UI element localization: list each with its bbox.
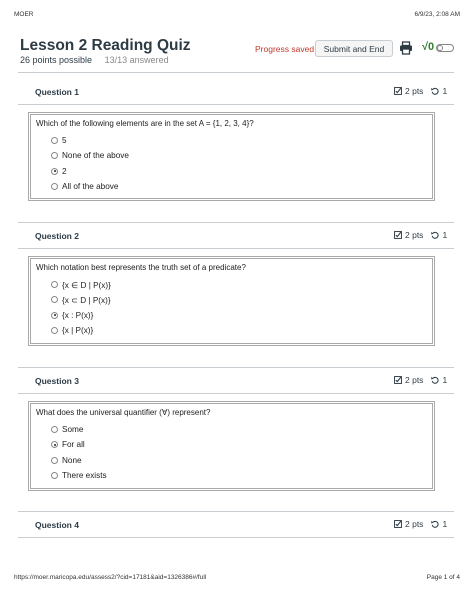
toggle-icon[interactable] [436, 44, 454, 52]
radio-button[interactable] [51, 457, 58, 464]
answer-option[interactable] [36, 164, 427, 179]
answer-text: None of the above [62, 151, 129, 161]
answer-text: For all [62, 440, 85, 450]
question-2-text: Which notation best represents the truth set of a predicate? [36, 263, 246, 272]
math-entry-icon[interactable]: √0 [422, 41, 435, 53]
quiz-meta [20, 55, 169, 65]
question-3-label: Question 3 [35, 376, 79, 386]
radio-button[interactable] [51, 472, 58, 479]
question-4-label: Question 4 [35, 520, 79, 530]
question-2-box [30, 258, 433, 344]
radio-button-selected[interactable] [51, 312, 58, 319]
print-datetime: 6/9/23, 2:08 AM [414, 11, 460, 18]
print-url: https://moer.maricopa.edu/assess2/?cid=17181&aid=1326386#/full [14, 574, 207, 581]
points-possible: 26 points possible [20, 55, 93, 65]
checkbox-check-icon [394, 231, 402, 239]
answer-text: {x : P(x)} [62, 310, 94, 320]
retry-icon[interactable] [431, 520, 439, 528]
answer-text: 5 [62, 136, 67, 146]
radio-button[interactable] [51, 281, 58, 288]
radio-button[interactable] [51, 296, 58, 303]
checkbox-check-icon [394, 520, 402, 528]
question-2-points [394, 230, 447, 240]
answer-option[interactable] [36, 308, 427, 323]
question-3-top-divider [18, 367, 454, 368]
radio-button-selected[interactable] [51, 441, 58, 448]
attempts-text: 1 [442, 519, 448, 529]
retry-icon[interactable] [431, 87, 439, 95]
answer-text: There exists [62, 471, 107, 481]
question-2-answers [31, 272, 432, 338]
question-4-points [394, 519, 447, 529]
quiz-title: Lesson 2 Reading Quiz [20, 37, 191, 54]
submit-and-end-button[interactable]: Submit and End [315, 40, 393, 57]
question-1-answers [31, 128, 432, 194]
attempts-text: 1 [442, 230, 448, 240]
question-2-divider [18, 248, 454, 249]
answer-option[interactable] [36, 323, 427, 338]
answer-text: {x | P(x)} [62, 326, 94, 336]
question-2-label: Question 2 [35, 231, 79, 241]
answered-count: 13/13 answered [104, 55, 169, 65]
header-divider [18, 72, 454, 73]
radio-button-selected[interactable] [51, 168, 58, 175]
question-4-top-divider [18, 511, 454, 512]
question-3-box [30, 403, 433, 489]
answer-text: {x ∈ D | P(x)} [62, 280, 111, 290]
question-3-answers [31, 417, 432, 483]
answer-option[interactable] [36, 148, 427, 163]
points-text: 2 pts [405, 230, 424, 240]
answer-option[interactable] [36, 453, 427, 468]
progress-saved-status: Progress saved [255, 44, 315, 54]
radio-button[interactable] [51, 327, 58, 334]
points-text: 2 pts [405, 86, 424, 96]
print-icon[interactable] [399, 41, 413, 60]
radio-button[interactable] [51, 137, 58, 144]
points-text: 2 pts [405, 519, 424, 529]
answer-text: All of the above [62, 182, 119, 192]
question-1-points [394, 86, 447, 96]
retry-icon[interactable] [431, 376, 439, 384]
question-2-top-divider [18, 222, 454, 223]
retry-icon[interactable] [431, 231, 439, 239]
answer-text: Some [62, 425, 84, 435]
question-3-points [394, 375, 447, 385]
question-4-divider [18, 537, 454, 538]
radio-button[interactable] [51, 152, 58, 159]
checkbox-check-icon [394, 376, 402, 384]
question-1-text: Which of the following elements are in the set A = {1, 2, 3, 4}? [36, 119, 254, 128]
question-1-label: Question 1 [35, 87, 79, 97]
points-text: 2 pts [405, 375, 424, 385]
checkbox-check-icon [394, 87, 402, 95]
answer-option[interactable] [36, 133, 427, 148]
question-1-divider [18, 104, 454, 105]
print-site-name: MOER [14, 11, 34, 18]
question-3-divider [18, 393, 454, 394]
answer-option[interactable] [36, 179, 427, 194]
print-page-number: Page 1 of 4 [426, 574, 460, 581]
attempts-text: 1 [442, 86, 448, 96]
question-3-text: What does the universal quantifier (∀) represent? [36, 408, 211, 417]
attempts-text: 1 [442, 375, 448, 385]
answer-option[interactable] [36, 292, 427, 307]
radio-button[interactable] [51, 183, 58, 190]
answer-text: None [62, 455, 82, 465]
answer-text: {x ⊂ D | P(x)} [62, 295, 111, 305]
answer-option[interactable] [36, 277, 427, 292]
radio-button[interactable] [51, 426, 58, 433]
question-1-box [30, 114, 433, 199]
answer-option[interactable] [36, 422, 427, 437]
answer-option[interactable] [36, 437, 427, 452]
answer-text: 2 [62, 166, 67, 176]
answer-option[interactable] [36, 468, 427, 483]
